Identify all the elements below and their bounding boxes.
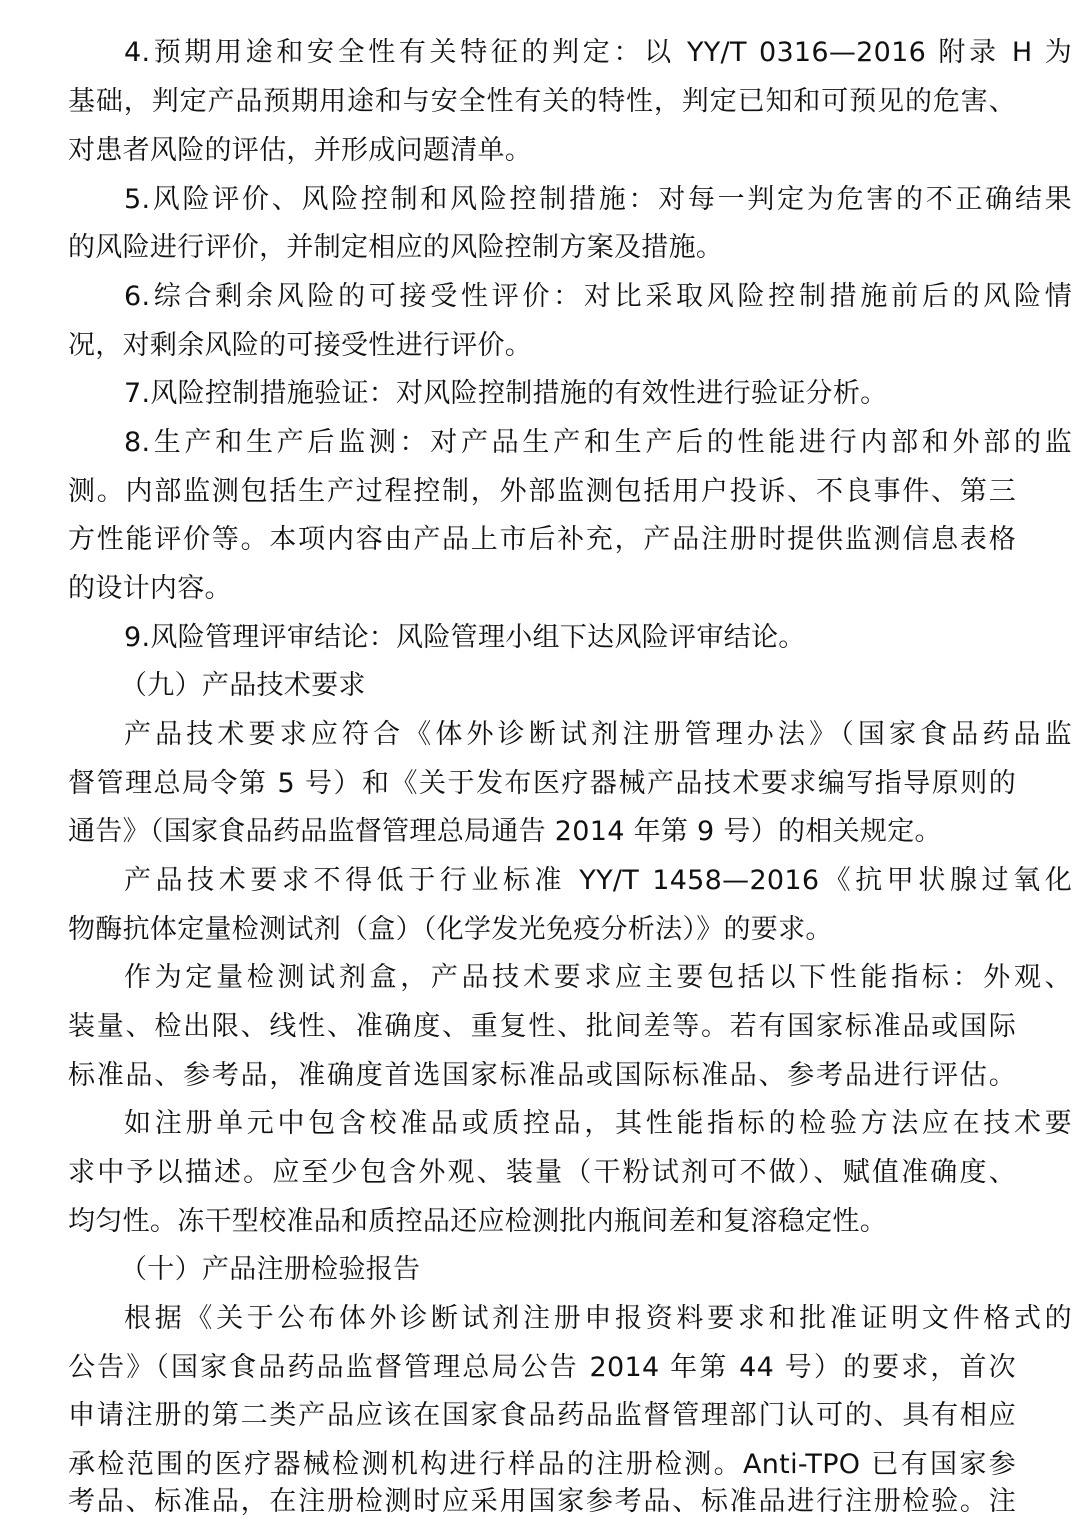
item-4-line-1: 4.预期用途和安全性有关特征的判定：以 YY/T 0316—2016 附录 H 为 <box>124 37 1072 68</box>
item-6-line-2: 况，对剩余风险的可接受性进行评价。 <box>68 330 533 361</box>
technical-requirements-p1-line-2: 督管理总局令第 5 号）和《关于发布医疗器械产品技术要求编写指导原则的 <box>68 768 1016 799</box>
technical-requirements-p3-line-1: 作为定量检测试剂盒，产品技术要求应主要包括以下性能指标：外观、 <box>124 962 1072 993</box>
registration-report-line-4: 承检范围的医疗器械检测机构进行样品的注册检测。Anti-TPO 已有国家参 <box>68 1449 1016 1480</box>
item-6-line-1: 6.综合剩余风险的可接受性评价：对比采取风险控制措施前后的风险情 <box>124 281 1072 312</box>
item-5-line-2: 的风险进行评价，并制定相应的风险控制方案及措施。 <box>68 232 724 263</box>
calibrator-control-line-3: 均匀性。冻干型校准品和质控品还应检测批内瓶间差和复溶稳定性。 <box>68 1206 887 1237</box>
section-10-heading: （十）产品注册检验报告 <box>120 1254 421 1285</box>
technical-requirements-p2-line-1: 产品技术要求不得低于行业标准 YY/T 1458—2016《抗甲状腺过氧化 <box>124 865 1072 896</box>
technical-requirements-p1-line-1: 产品技术要求应符合《体外诊断试剂注册管理办法》（国家食品药品监 <box>124 719 1072 750</box>
technical-requirements-p3-line-3: 标准品、参考品，准确度首选国家标准品或国际标准品、参考品进行评估。 <box>68 1060 1016 1091</box>
item-8-line-4: 的设计内容。 <box>68 573 232 604</box>
item-8-line-3: 方性能评价等。本项内容由产品上市后补充，产品注册时提供监测信息表格 <box>68 524 1016 555</box>
item-4-line-2: 基础，判定产品预期用途和与安全性有关的特性，判定已知和可预见的危害、 <box>68 86 1016 117</box>
registration-report-line-1: 根据《关于公布体外诊断试剂注册申报资料要求和批准证明文件格式的 <box>124 1303 1072 1334</box>
calibrator-control-line-2: 求中予以描述。应至少包含外观、装量（干粉试剂可不做）、赋值准确度、 <box>68 1157 1016 1188</box>
item-9-line-1: 9.风险管理评审结论：风险管理小组下达风险评审结论。 <box>124 622 806 653</box>
technical-requirements-p1-line-3: 通告》（国家食品药品监督管理总局通告 2014 年第 9 号）的相关规定。 <box>68 816 942 847</box>
technical-requirements-p2-line-2: 物酶抗体定量检测试剂（盒）（化学发光免疫分析法）》的要求。 <box>68 914 833 945</box>
technical-requirements-p3-line-2: 装量、检出限、线性、准确度、重复性、批间差等。若有国家标准品或国际 <box>68 1011 1016 1042</box>
item-7-line-1: 7.风险控制措施验证：对风险控制措施的有效性进行验证分析。 <box>124 378 888 409</box>
section-9-heading: （九）产品技术要求 <box>120 670 366 701</box>
item-4-line-3: 对患者风险的评估，并形成问题清单。 <box>68 135 533 166</box>
item-8-line-2: 测。内部监测包括生产过程控制，外部监测包括用户投诉、不良事件、第三 <box>68 476 1016 507</box>
registration-report-line-5: 考品、标准品，在注册检测时应采用国家参考品、标准品进行注册检验。注 <box>68 1486 1016 1517</box>
item-8-line-1: 8.生产和生产后监测：对产品生产和生产后的性能进行内部和外部的监 <box>124 427 1072 458</box>
registration-report-line-2: 公告》（国家食品药品监督管理总局公告 2014 年第 44 号）的要求，首次 <box>68 1352 1016 1383</box>
registration-report-line-3: 申请注册的第二类产品应该在国家食品药品监督管理部门认可的、具有相应 <box>68 1400 1016 1431</box>
calibrator-control-line-1: 如注册单元中包含校准品或质控品，其性能指标的检验方法应在技术要 <box>124 1108 1072 1139</box>
item-5-line-1: 5.风险评价、风险控制和风险控制措施：对每一判定为危害的不正确结果 <box>124 184 1072 215</box>
